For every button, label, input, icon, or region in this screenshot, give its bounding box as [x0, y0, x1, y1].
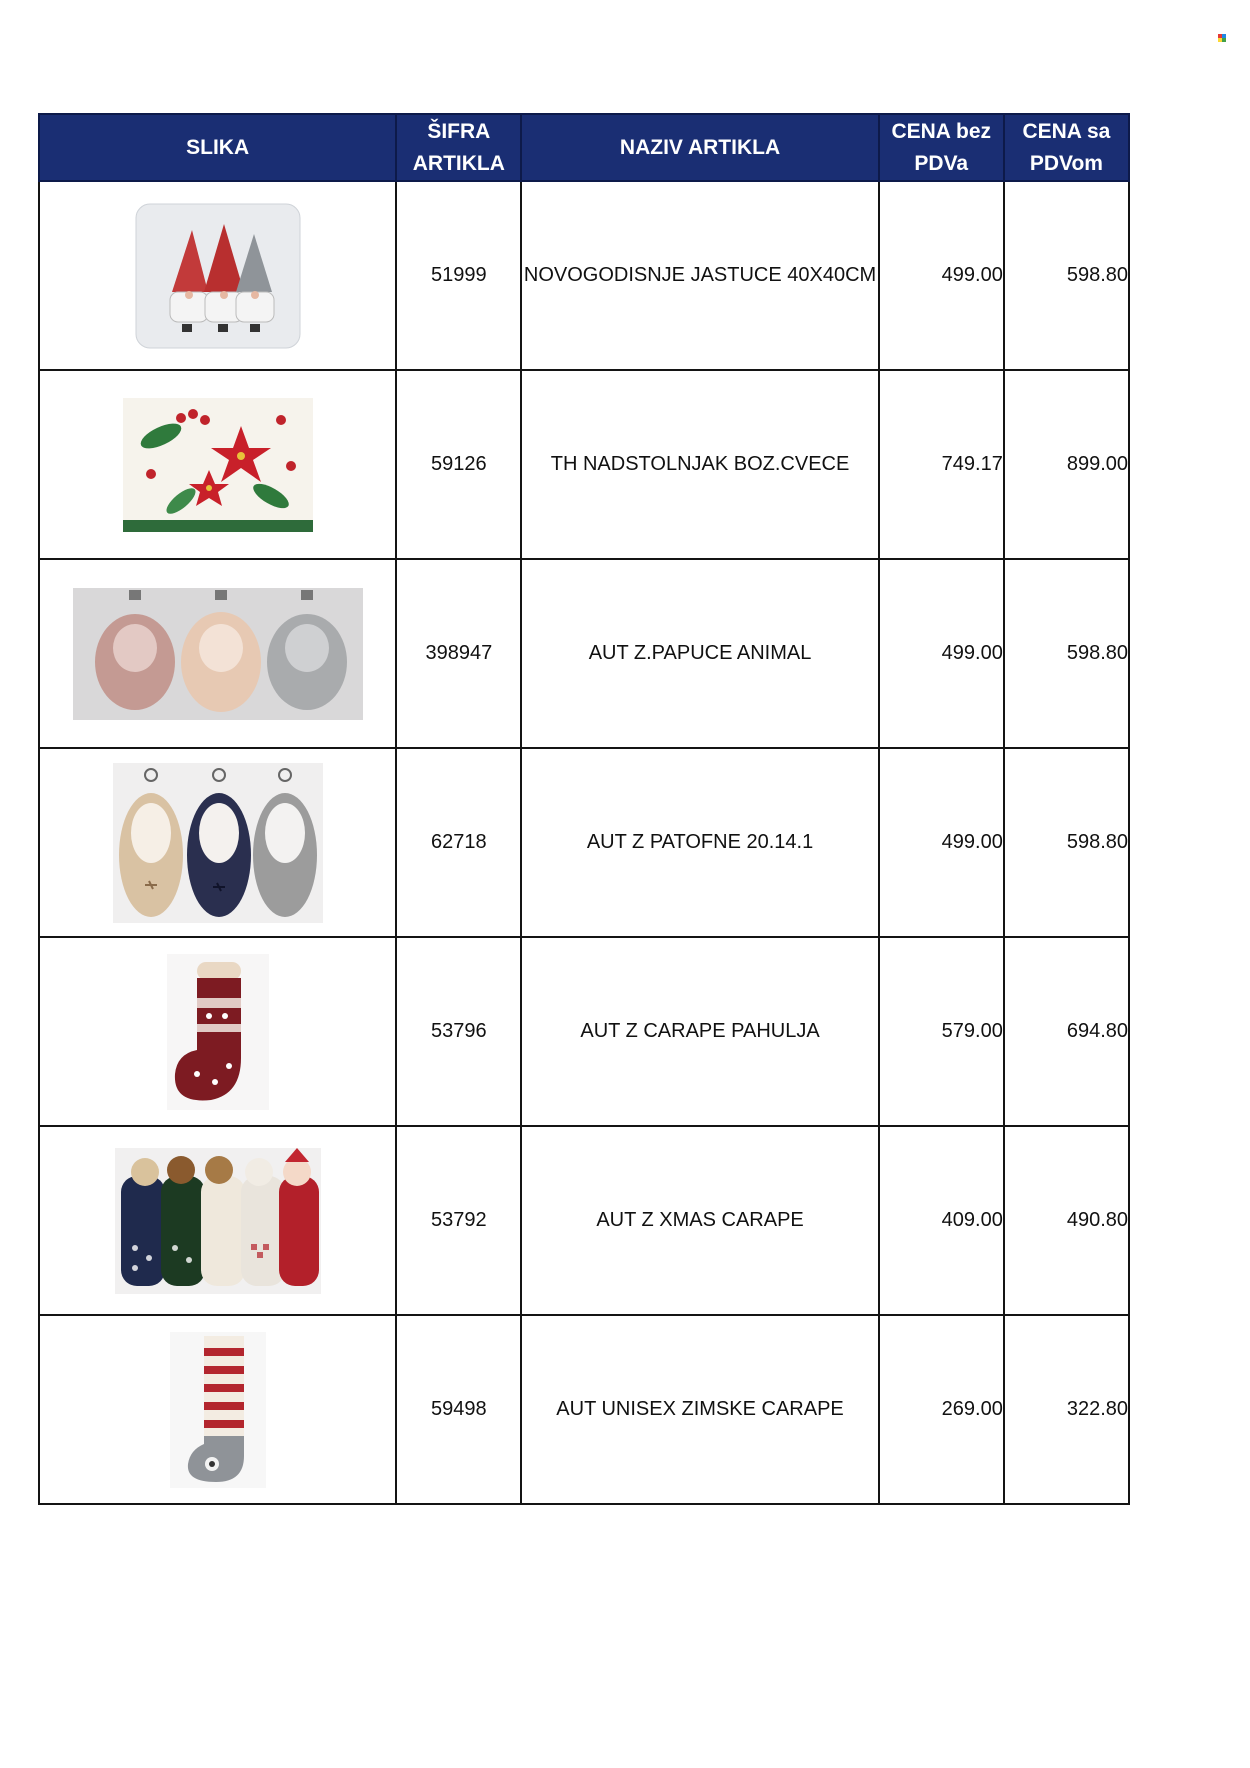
header-price-net: CENA bez PDVa — [879, 114, 1004, 181]
animal-slippers-image — [73, 588, 363, 720]
product-code: 59498 — [396, 1315, 521, 1504]
price-gross: 598.80 — [1004, 559, 1129, 748]
table-row — [39, 1315, 1129, 1504]
product-image-cell — [39, 748, 396, 937]
poinsettia-table-runner-image — [121, 396, 315, 534]
header-code: ŠIFRA ARTIKLA — [396, 114, 521, 181]
product-name: NOVOGODISNJE JASTUCE 40X40CM — [521, 181, 878, 370]
table-row — [39, 748, 1129, 937]
product-code: 53792 — [396, 1126, 521, 1315]
table-row — [39, 559, 1129, 748]
corner-logo-mark — [1218, 34, 1226, 42]
xmas-socks-image — [115, 1148, 321, 1294]
product-code: 398947 — [396, 559, 521, 748]
price-net: 409.00 — [879, 1126, 1004, 1315]
price-gross: 490.80 — [1004, 1126, 1129, 1315]
product-name: AUT Z CARAPE PAHULJA — [521, 937, 878, 1126]
price-net: 499.00 — [879, 748, 1004, 937]
product-code: 53796 — [396, 937, 521, 1126]
product-price-table — [38, 113, 1130, 1505]
product-name: AUT UNISEX ZIMSKE CARAPE — [521, 1315, 878, 1504]
price-gross: 598.80 — [1004, 748, 1129, 937]
price-gross: 899.00 — [1004, 370, 1129, 559]
price-gross: 694.80 — [1004, 937, 1129, 1126]
table-row — [39, 937, 1129, 1126]
table-row — [39, 370, 1129, 559]
table-header-row — [39, 114, 1129, 181]
product-name: AUT Z.PAPUCE ANIMAL — [521, 559, 878, 748]
product-image-cell — [39, 937, 396, 1126]
price-gross: 598.80 — [1004, 181, 1129, 370]
product-code: 59126 — [396, 370, 521, 559]
product-code: 62718 — [396, 748, 521, 937]
product-image-cell — [39, 370, 396, 559]
product-name: AUT Z XMAS CARAPE — [521, 1126, 878, 1315]
price-net: 499.00 — [879, 181, 1004, 370]
snowflake-sock-image — [167, 954, 269, 1110]
header-image: SLIKA — [39, 114, 396, 181]
striped-sock-image — [170, 1332, 266, 1488]
gnome-pillow-image — [132, 200, 304, 352]
product-image-cell — [39, 1315, 396, 1504]
table-row — [39, 1126, 1129, 1315]
header-name: NAZIV ARTIKLA — [521, 114, 878, 181]
product-image-cell — [39, 1126, 396, 1315]
price-net: 749.17 — [879, 370, 1004, 559]
price-net: 579.00 — [879, 937, 1004, 1126]
product-code: 51999 — [396, 181, 521, 370]
price-net: 499.00 — [879, 559, 1004, 748]
knit-slipper-socks-image — [113, 763, 323, 923]
product-name: TH NADSTOLNJAK BOZ.CVECE — [521, 370, 878, 559]
price-gross: 322.80 — [1004, 1315, 1129, 1504]
product-image-cell — [39, 559, 396, 748]
product-image-cell — [39, 181, 396, 370]
header-price-gross: CENA sa PDVom — [1004, 114, 1129, 181]
price-net: 269.00 — [879, 1315, 1004, 1504]
table-row — [39, 181, 1129, 370]
product-name: AUT Z PATOFNE 20.14.1 — [521, 748, 878, 937]
